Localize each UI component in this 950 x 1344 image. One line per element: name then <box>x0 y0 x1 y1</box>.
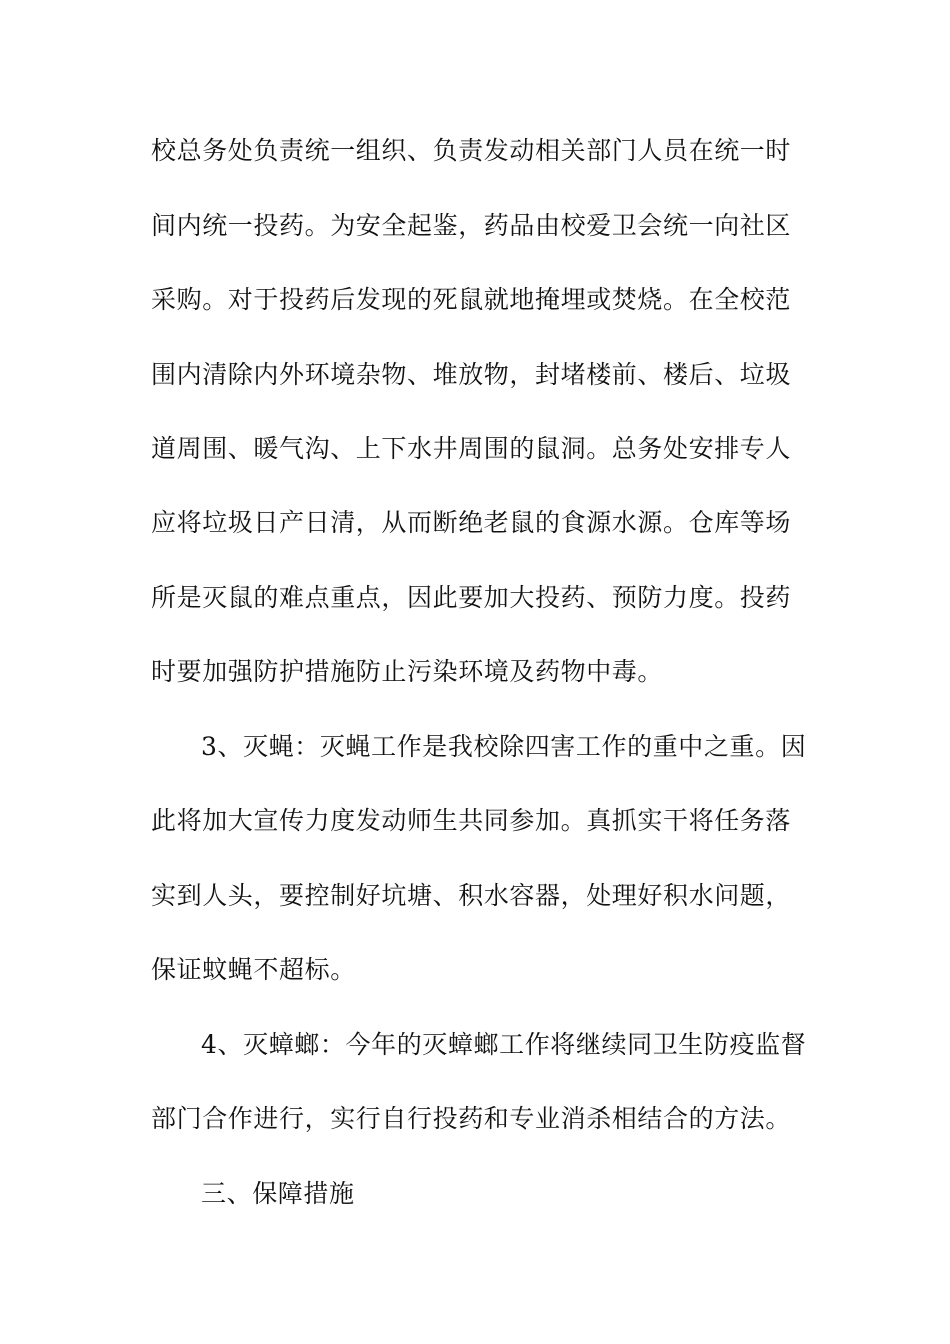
paragraph-line: 时要加强防护措施防止污染环境及药物中毒。 <box>151 657 664 686</box>
paragraph-line: 此将加大宣传力度发动师生共同参加。真抓实干将任务落 <box>151 806 792 835</box>
paragraph-line: 采购。对于投药后发现的死鼠就地掩埋或焚烧。在全校范 <box>151 285 792 314</box>
paragraph-line: 实到人头，要控制好坑塘、积水容器，处理好积水问题， <box>151 881 792 910</box>
paragraph-line: 所是灭鼠的难点重点，因此要加大投药、预防力度。投药 <box>151 583 792 612</box>
paragraph-line: 围内清除内外环境杂物、堆放物，封堵楼前、楼后、垃圾 <box>151 360 792 389</box>
paragraph-line: 应将垃圾日产日清，从而断绝老鼠的食源水源。仓库等场 <box>151 508 792 537</box>
paragraph-line: 道周围、暖气沟、上下水井周围的鼠洞。总务处安排专人 <box>151 434 792 463</box>
paragraph-line: 保证蚊蝇不超标。 <box>151 955 356 984</box>
paragraph-line: 3、灭蝇：灭蝇工作是我校除四害工作的重中之重。因 <box>201 732 807 761</box>
paragraph-line: 校总务处负责统一组织、负责发动相关部门人员在统一时 <box>151 136 792 165</box>
paragraph-line: 4、灭蟑螂：今年的灭蟑螂工作将继续同卫生防疫监督 <box>201 1030 807 1059</box>
section-heading: 三、保障措施 <box>201 1179 355 1208</box>
paragraph-line: 间内统一投药。为安全起鉴，药品由校爱卫会统一向社区 <box>151 211 792 240</box>
paragraph-line: 部门合作进行，实行自行投药和专业消杀相结合的方法。 <box>151 1104 792 1133</box>
